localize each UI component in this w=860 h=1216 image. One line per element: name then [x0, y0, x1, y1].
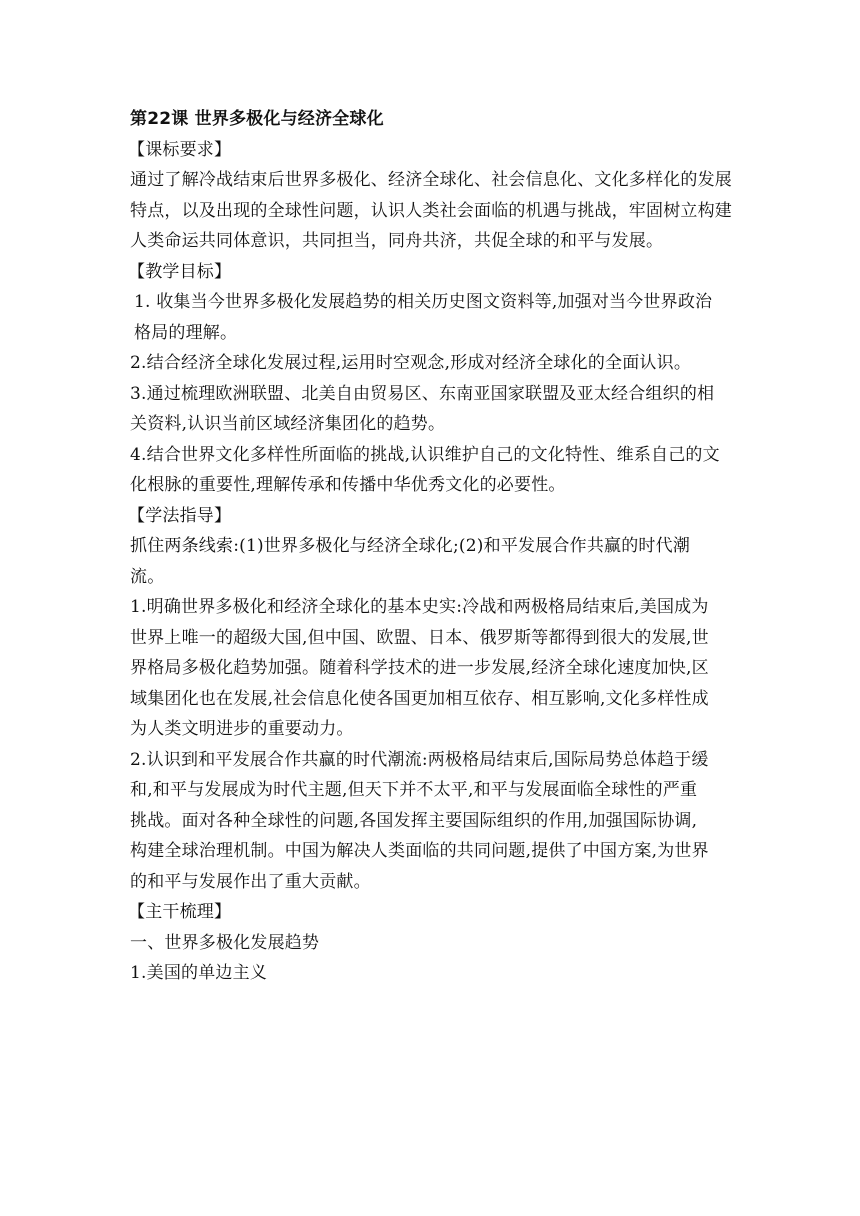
method-line: 构建全球治理机制。中国为解决人类面临的共同问题,提供了中国方案,为世界: [130, 841, 709, 861]
goals-line: 2.结合经济全球化发展过程,运用时空观念,形成对经济全球化的全面认识。: [130, 353, 692, 373]
method-line: 流。: [130, 566, 165, 587]
method-line: 域集团化也在发展,社会信息化使各国更加相互依存、相互影响,文化多样性成: [130, 688, 709, 709]
curriculum-line: 人类命运共同体意识，共同担当，同舟共济，共促全球的和平与发展。: [130, 231, 664, 251]
method-line: 2.认识到和平发展合作共赢的时代潮流:两极格局结束后,国际局势总体趋于缓: [130, 749, 709, 770]
method-line: 抓住两条线索:(1)世界多极化与经济全球化;(2)和平发展合作共赢的时代潮: [130, 536, 691, 556]
goals-line: 1. 收集当今世界多极化发展趋势的相关历史图文资料等,加强对当今世界政治: [134, 292, 713, 312]
goals-line: 化根脉的重要性,理解传承和传播中华优秀文化的必要性。: [130, 475, 566, 495]
outline-heading: 【主干梳理】: [128, 902, 232, 922]
lesson-title: 第22课 世界多极化与经济全球化: [130, 109, 384, 129]
method-line: 界格局多极化趋势加强。随着科学技术的进一步发展,经济全球化速度加快,区: [130, 658, 709, 678]
method-line: 的和平与发展作出了重大贡献。: [130, 871, 371, 892]
goals-line: 4.结合世界文化多样性所面临的挑战,认识维护自己的文化特性、维系自己的文: [130, 444, 720, 465]
method-line: 和,和平与发展成为时代主题,但天下并不太平,和平与发展面临全球性的严重: [130, 780, 698, 800]
method-line: 1.明确世界多极化和经济全球化的基本史实:冷战和两极格局结束后,美国成为: [130, 597, 709, 617]
method-line: 挑战。面对各种全球性的问题,各国发挥主要国际组织的作用,加强国际协调,: [130, 810, 698, 831]
method-line: 为人类文明进步的重要动力。: [130, 719, 354, 739]
goals-line: 3.通过梳理欧洲联盟、北美自由贸易区、东南亚国家联盟及亚太经合组织的相: [130, 383, 715, 404]
outline-line: 1.美国的单边主义: [130, 963, 268, 983]
document-page: [130, 104, 735, 989]
goals-heading: 【教学目标】: [128, 261, 232, 282]
curriculum-line: 特点，以及出现的全球性问题，认识人类社会面临的机遇与挑战，牢固树立构建: [130, 200, 732, 221]
method-heading: 【学法指导】: [128, 505, 232, 526]
curriculum-line: 通过了解冷战结束后世界多极化、经济全球化、社会信息化、文化多样化的发展: [130, 170, 732, 190]
outline-line: 一、世界多极化发展趋势: [130, 932, 320, 953]
goals-line: 格局的理解。: [134, 322, 238, 343]
method-line: 世界上唯一的超级大国,但中国、欧盟、日本、俄罗斯等都得到很大的发展,世: [130, 627, 709, 648]
goals-line: 关资料,认识当前区域经济集团化的趋势。: [130, 414, 446, 434]
curriculum-heading: 【课标要求】: [128, 139, 232, 160]
